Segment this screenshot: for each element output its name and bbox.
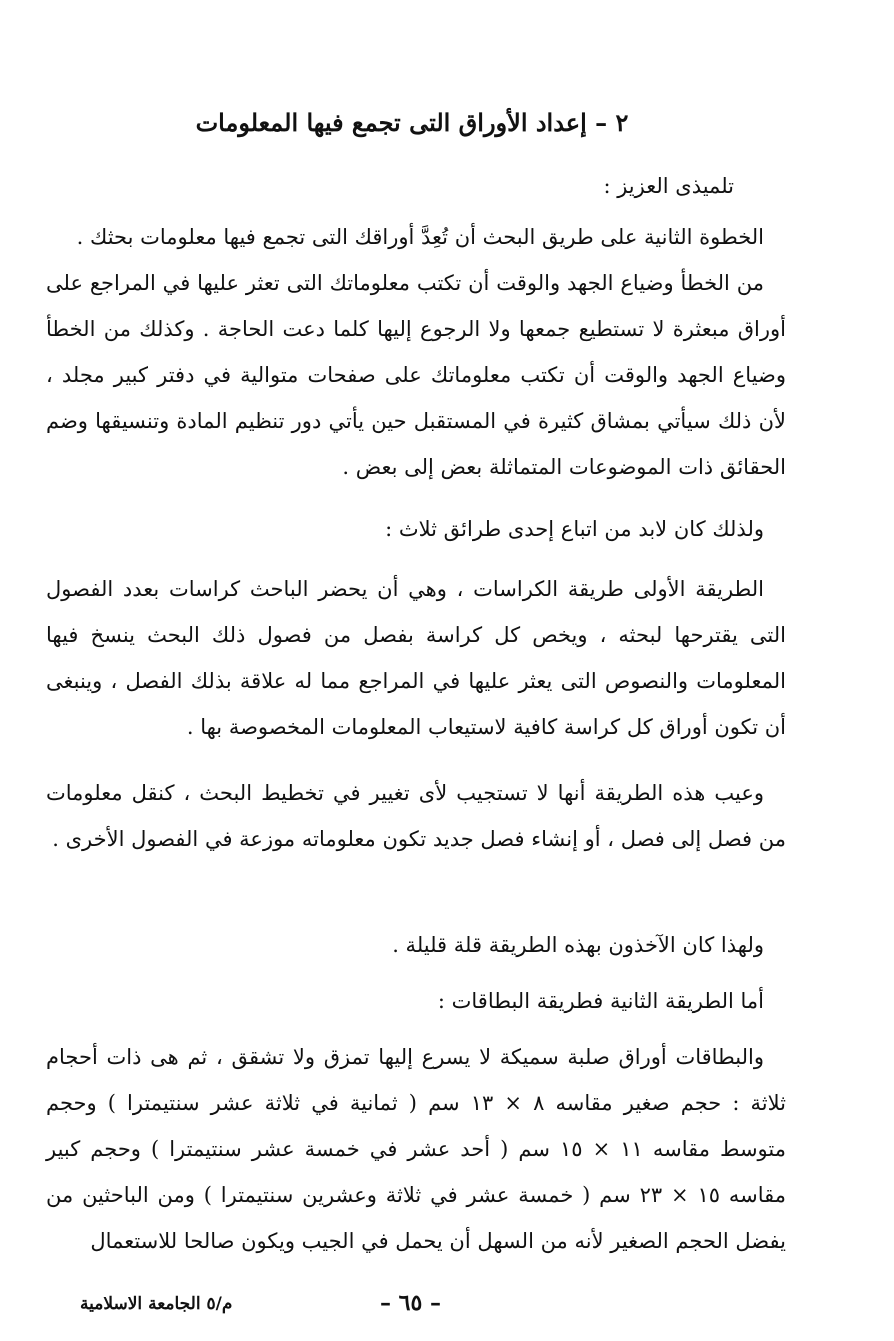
paragraph-4	[46, 566, 786, 750]
footer-signature: م/٥ الجامعة الاسلامية	[80, 1294, 233, 1314]
paragraph-text: الطريقة الأولى طريقة الكراسات ، وهي أن يحضر الباحث كراسات بعدد الفصول التى يقترحها لبحثه ، ويخص كل كراسة بفصل من فصول ذلك البحث ينسخ فيها المعلومات والنصوص التى يعثر عليها في المراجع مما له علاقة بذلك الفصل ، وينبغى أن تكون أوراق كل كراسة كافية لاستيعاب المعلومات المخصوصة بها .	[46, 577, 787, 739]
paragraph-5	[46, 770, 786, 908]
page-number: – ٦٥ –	[380, 1290, 441, 1316]
page-footer	[0, 1290, 894, 1330]
paragraph-text: وعيب هذه الطريقة أنها لا تستجيب لأى تغيير في تخطيط البحث ، كنقل معلومات من فصل إلى فصل ، أو إنشاء فصل جديد تكون معلوماته موزعة في الفصول الأخرى .	[46, 781, 786, 851]
paragraph-6	[46, 922, 786, 968]
section-title: ٢ – إعداد الأوراق التى تجمع فيها المعلومات	[195, 108, 629, 137]
paragraph-3	[46, 506, 786, 552]
paragraph-7	[46, 978, 786, 1024]
salutation: تلميذى العزيز :	[603, 174, 734, 198]
paragraph-8	[46, 1034, 786, 1274]
paragraph-text: من الخطأ وضياع الجهد والوقت أن تكتب معلوماتك التى تعثر عليها في المراجع على أوراق مبعثرة لا تستطيع جمعها ولا الرجوع إليها كلما دعت الحاجة . وكذلك من الخطأ وضياع الجهد والوقت أن تكتب معلوماتك على صفحات متوالية في دفتر كبير مجلد ، لأن ذلك سيأتي بمشاق كثيرة في المستقبل حين يأتي دور تنظيم المادة وتنسيقها وضم الحقائق ذات الموضوعات المتماثلة بعض إلى بعض .	[46, 271, 786, 479]
paragraph-text: أما الطريقة الثانية فطريقة البطاقات :	[437, 989, 764, 1013]
paragraph-2	[46, 260, 786, 500]
paragraph-text: ولذلك كان لابد من اتباع إحدى طرائق ثلاث :	[385, 517, 764, 541]
paragraph-text: الخطوة الثانية على طريق البحث أن تُعِدَّ أوراقك التى تجمع فيها معلومات بحثك .	[76, 225, 764, 249]
paragraph-text: ولهذا كان الآخذون بهذه الطريقة قلة قليلة .	[392, 933, 764, 957]
paragraph-text: والبطاقات أوراق صلبة سميكة لا يسرع إليها تمزق ولا تشقق ، ثم هى ذات أحجام ثلاثة : حجم صغير مقاسه ٨ × ١٣ سم ( ثمانية في ثلاثة عشر سنتيمترا ) وحجم متوسط مقاسه ١١ × ١٥ سم ( أحد عشر في خمسة عشر سنتيمترا ) وحجم كبير مقاسه ١٥ × ٢٣ سم ( خمسة عشر في ثلاثة وعشرين سنتيمترا ) ومن الباحثين من يفضل الحجم الصغير لأنه من السهل أن يحمل في الجيب ويكون صالحا للاستعمال	[46, 1045, 786, 1253]
paragraph-1	[46, 214, 786, 260]
